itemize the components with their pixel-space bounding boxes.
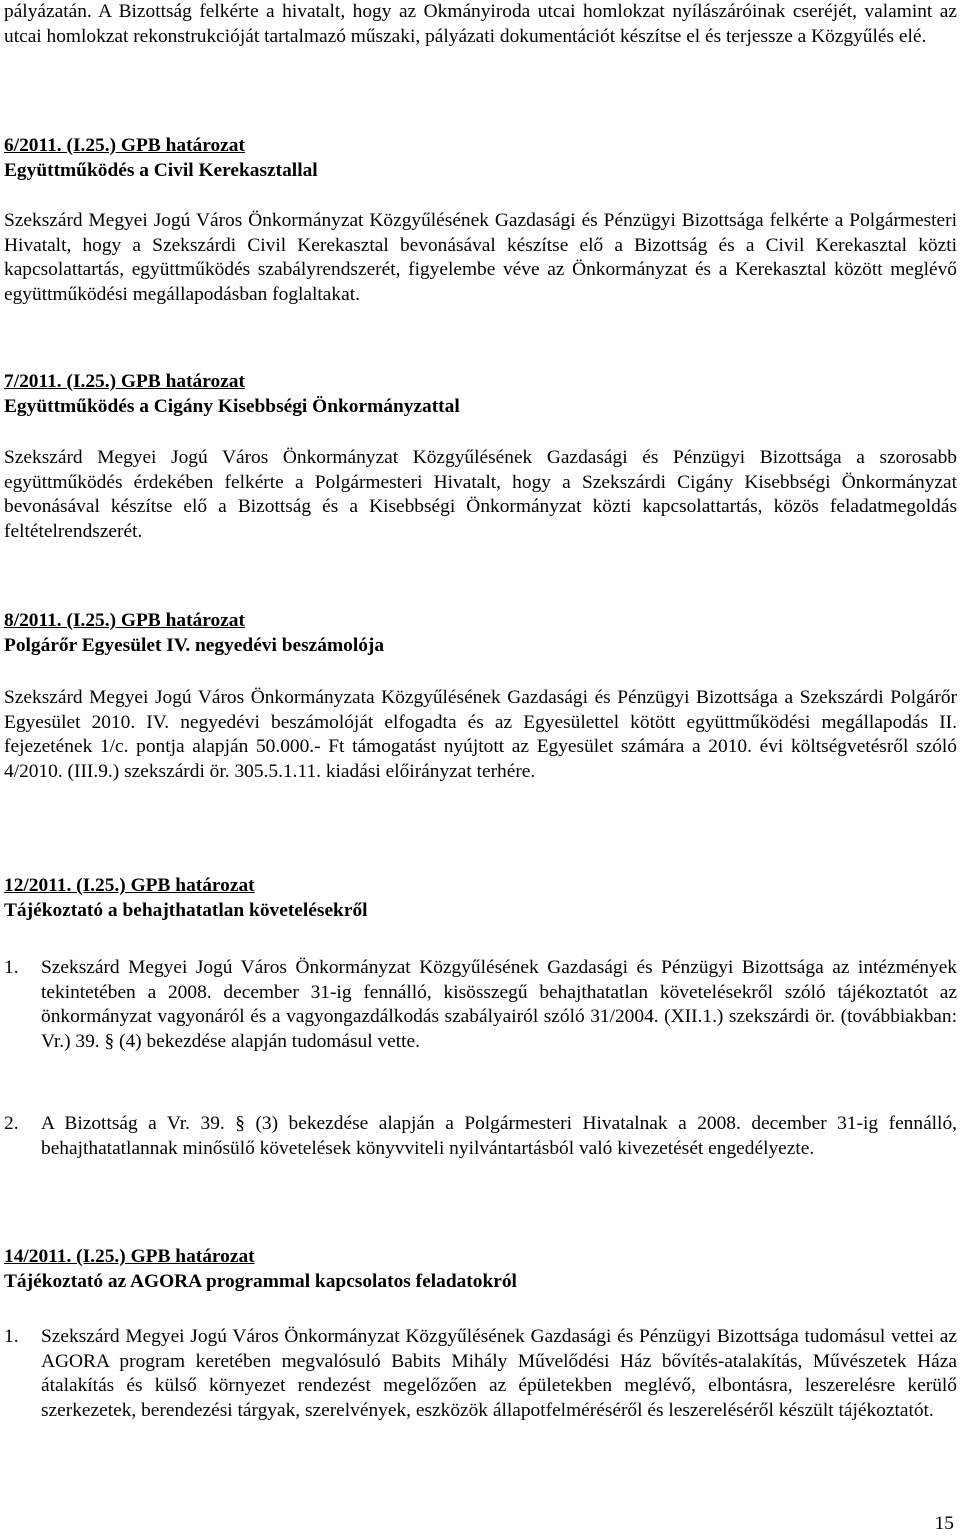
page-number: 15 [934, 1513, 954, 1534]
resolution-title: Polgárőr Egyesület IV. negyedévi beszámolója [4, 634, 385, 656]
resolution-title: Tájékoztató a behajthatatlan követelésekről [4, 899, 368, 921]
resolution-title: Együttműködés a Civil Kerekasztallal [4, 159, 318, 181]
resolution-body: Szekszárd Megyei Jogú Város Önkormányzat Közgyűlésének Gazdasági és Pénzügyi Bizottsága a szorosabb együttműködés érdekében felkérte a Polgármesteri Hivatalt, hogy a Szekszárdi Cigány Kisebbségi Önkormányzat bevonásával készítse elő a Bizottság és a Kisebbségi Önkormányzat közti kapcsolattartás, közös feladatmegoldás feltételrendszerét. [4, 447, 957, 542]
resolution-title: Tájékoztató az AGORA programmal kapcsolatos feladatokról [4, 1270, 517, 1292]
intro-paragraph: pályázatán. A Bizottság felkérte a hivatalt, hogy az Okmányiroda utcai homlokzat nyílászáróinak cseréjét, valamint az utcai homlokzat rekonstrukcióját tartalmazó műszaki, pályázati dokumentációt készítse el és terjessze a Közgyűlés elé. [4, 1, 957, 47]
item-number: 1. [4, 957, 19, 978]
resolution-heading-6 [4, 134, 318, 183]
resolution-ref: 12/2011. (I.25.) GPB határozat [4, 875, 255, 896]
item-text: Szekszárd Megyei Jogú Város Önkormányzat Közgyűlésének Gazdasági és Pénzügyi Bizottsága tudomásul vettei az AGORA program keretében megvalósuló Babits Mihály Művelődési Ház bővítés-atalakítás, Művészetek Háza átalakítás és külső környezet rendezést megelőzően az épületekben meglévő, elbontásra, leszerelésre kerülő szerkezetek, berendezési tárgyak, szerelvények, eszközök állapotfelméréséről és leszereléséről készült tájékoztatót. [41, 1326, 957, 1421]
resolution-title: Együttműködés a Cigány Kisebbségi Önkormányzattal [4, 395, 460, 417]
resolution-ref: 14/2011. (I.25.) GPB határozat [4, 1246, 255, 1267]
resolution-ref: 6/2011. (I.25.) GPB határozat [4, 135, 245, 156]
resolution-heading-7 [4, 370, 460, 419]
numbered-item [4, 1112, 957, 1161]
resolution-heading-12 [4, 874, 368, 923]
item-text: A Bizottság a Vr. 39. § (3) bekezdése alapján a Polgármesteri Hivatalnak a 2008. december 31-ig fennálló, behajthatatlannak minősülő követelések könyvviteli nyilvántartásból való kivezetését engedélyezte. [41, 1113, 957, 1159]
numbered-item [4, 1325, 957, 1423]
item-text: Szekszárd Megyei Jogú Város Önkormányzat Közgyűlésének Gazdasági és Pénzügyi Bizottsága az intézmények tekintetében a 2008. december 31-ig fennálló, kisösszegű behajthatatlan követelésekről szóló tájékoztatót az önkormányzat vagyonáról és a vagyongazdálkodás szabályairól szóló 31/2004. (XII.1.) szekszárdi ör. (továbbiakban: Vr.) 39. § (4) bekezdése alapján tudomásul vette. [41, 957, 957, 1052]
resolution-body: Szekszárd Megyei Jogú Város Önkormányzata Közgyűlésének Gazdasági és Pénzügyi Bizottsága a Szekszárdi Polgárőr Egyesület 2010. IV. negyedévi beszámolóját elfogadta és az Egyesülettel kötött együttműködési megállapodás II. fejezetének 1/c. pontja alapján 50.000.- Ft támogatást nyújtott az Egyesület számára a 2010. évi költségvetésről szóló 4/2010. (III.9.) szekszárdi ör. 305.5.1.11. kiadási előirányzat terhére. [4, 687, 957, 782]
resolution-heading-8 [4, 609, 384, 658]
item-number: 1. [4, 1326, 19, 1347]
resolution-ref: 8/2011. (I.25.) GPB határozat [4, 610, 245, 631]
resolution-ref: 7/2011. (I.25.) GPB határozat [4, 371, 245, 392]
item-number: 2. [4, 1113, 19, 1134]
resolution-body: Szekszárd Megyei Jogú Város Önkormányzat Közgyűlésének Gazdasági és Pénzügyi Bizottsága felkérte a Polgármesteri Hivatalt, hogy a Szekszárdi Civil Kerekasztal bevonásával készítse elő a Bizottság és a Civil Kerekasztal közti kapcsolattartás, együttműködés szabályrendszerét, figyelembe véve az Önkormányzat és a Kerekasztal között meglévő együttműködési megállapodásban foglaltakat. [4, 210, 957, 305]
resolution-heading-14 [4, 1245, 517, 1294]
numbered-item [4, 956, 957, 1054]
